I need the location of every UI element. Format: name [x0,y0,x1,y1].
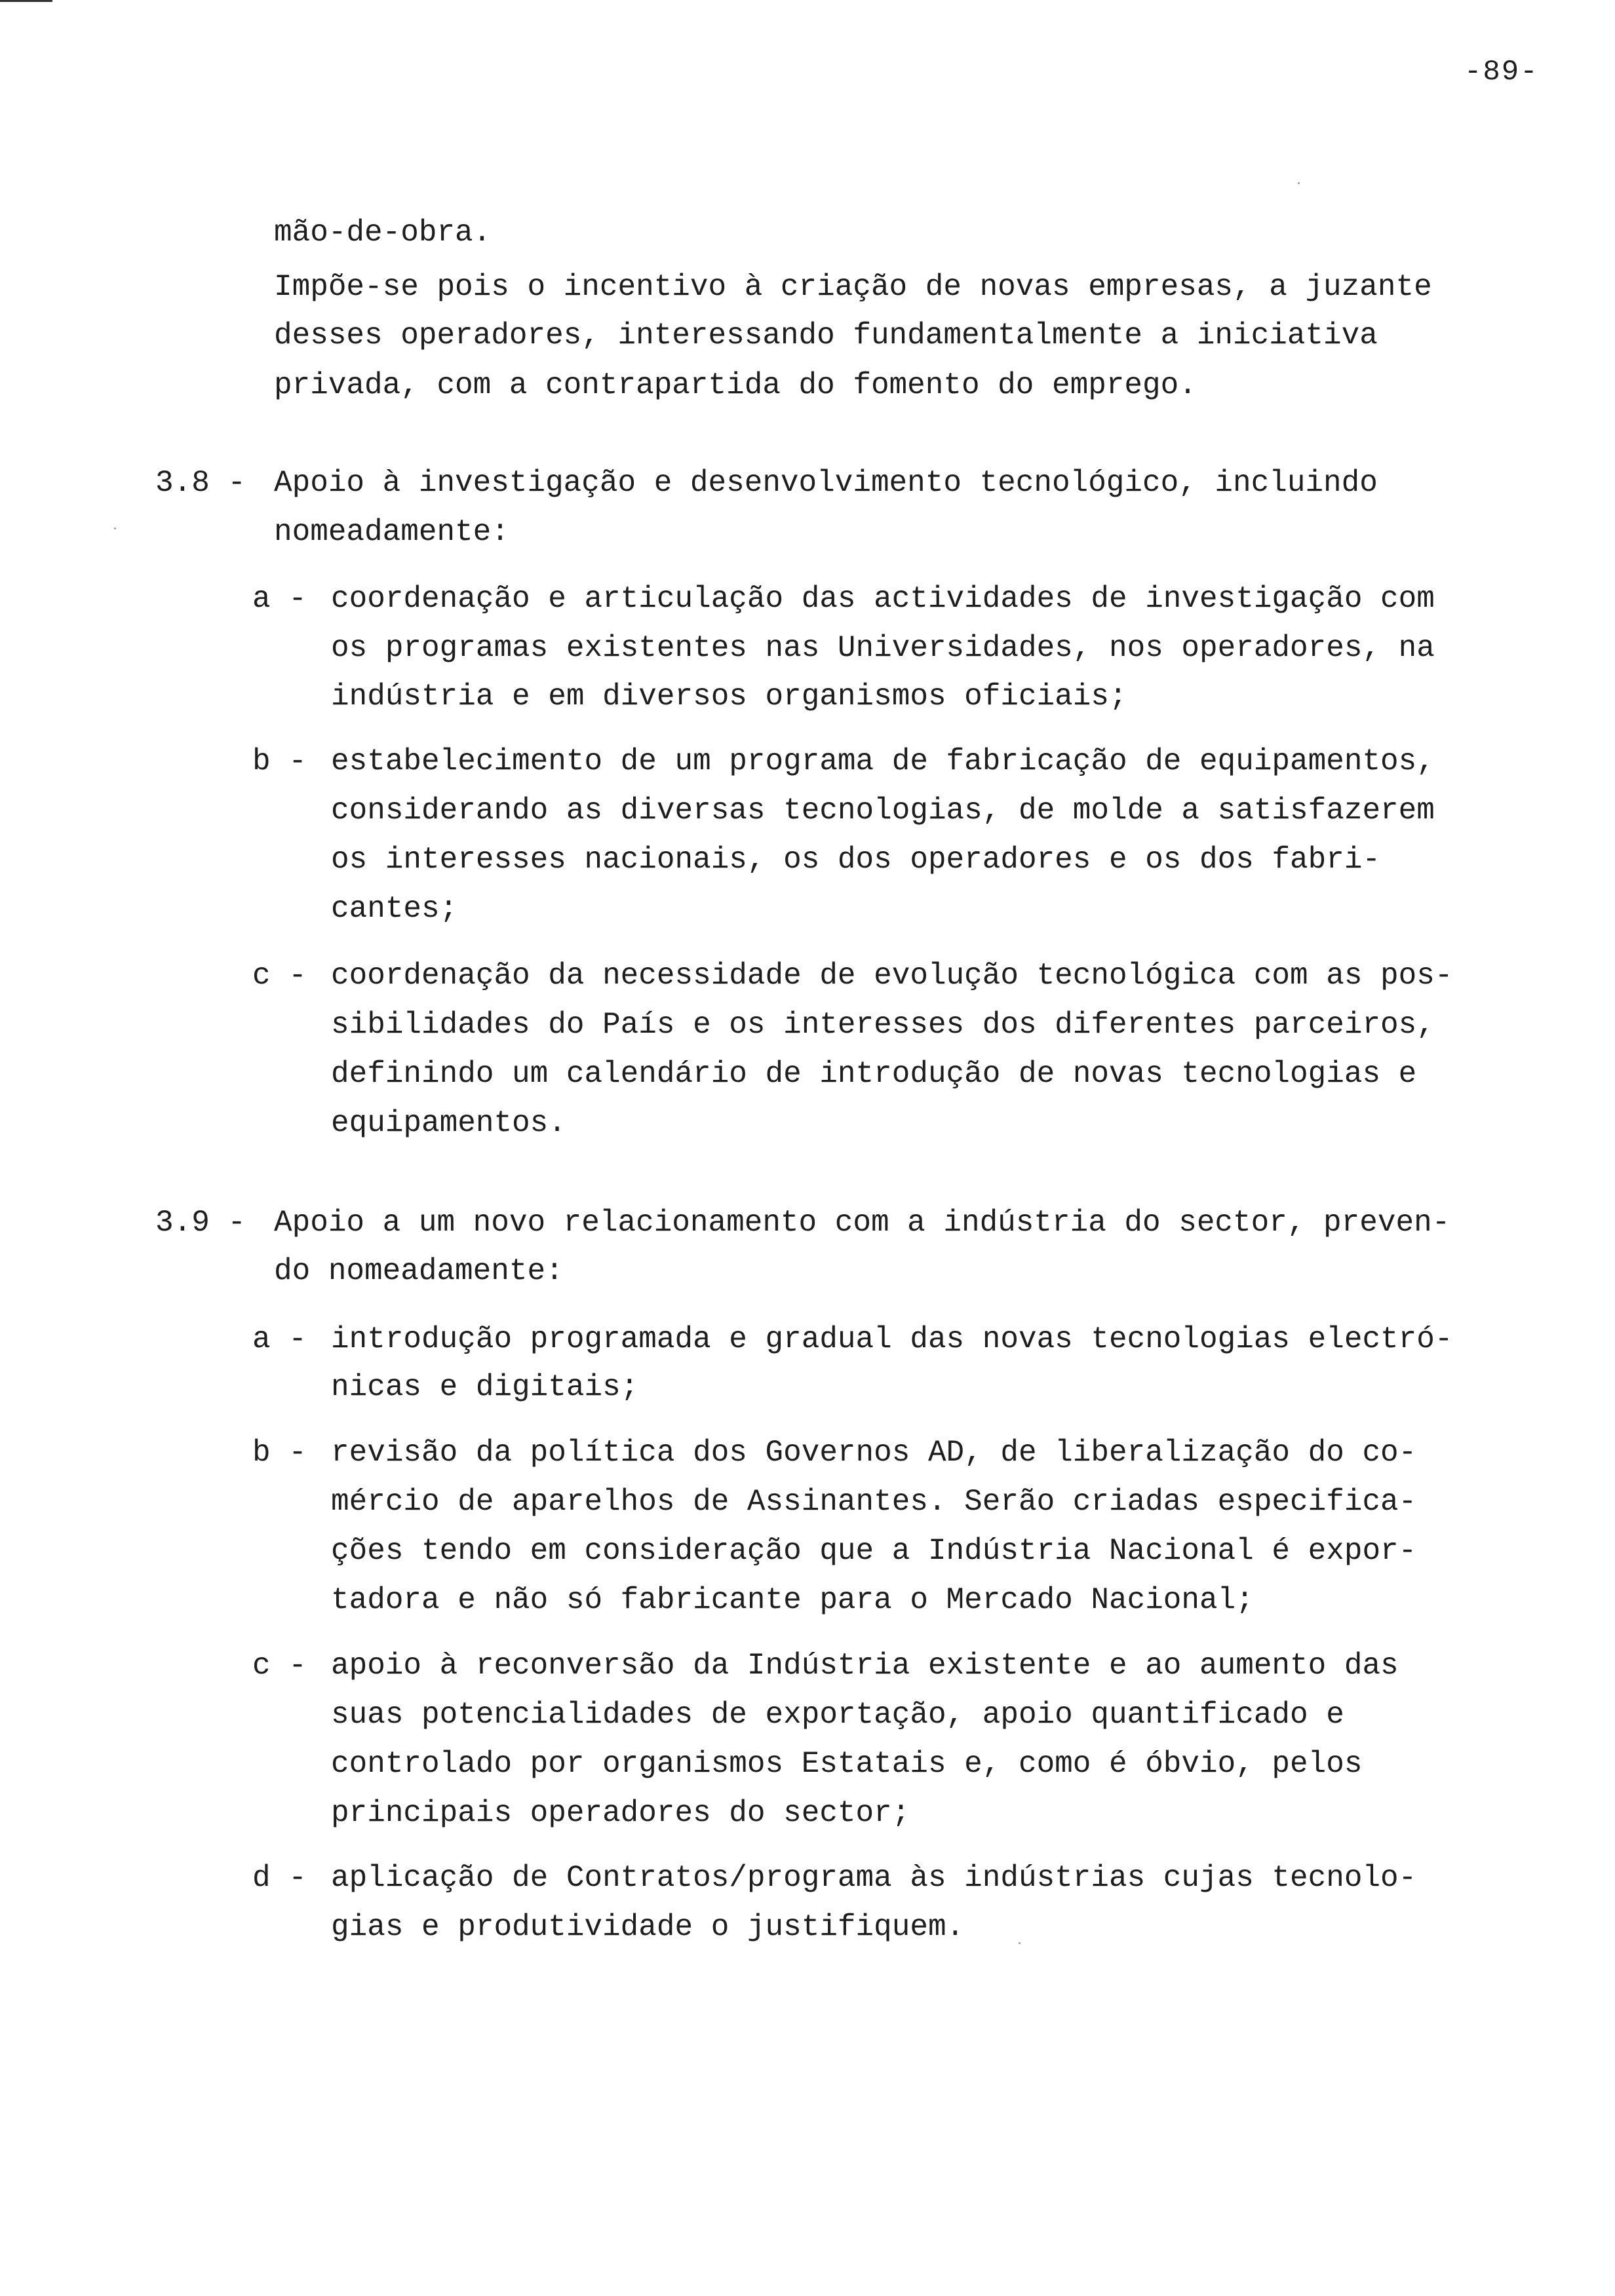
item-line: cantes; [331,892,458,926]
item-line: equipamentos. [331,1106,566,1140]
item-line: estabelecimento de um programa de fabricação de equipamentos, [331,744,1435,778]
section-number: 3.8 - [155,466,246,500]
intro-line: mão-de-obra. [274,216,492,250]
item-line: mércio de aparelhos de Assinantes. Serão criadas especifica- [331,1485,1417,1519]
item-marker: c - [252,1649,307,1683]
item-marker: b - [252,1436,307,1470]
item-marker: c - [252,959,307,993]
item-line: tadora e não só fabricante para o Mercado Nacional; [331,1583,1254,1617]
item-line: indústria e em diversos organismos oficiais; [331,679,1127,714]
item-line: os programas existentes nas Universidades, nos operadores, na [331,631,1435,665]
item-line: definindo um calendário de introdução de novas tecnologias e [331,1057,1417,1091]
scan-speck [114,527,116,529]
scan-speck [1298,182,1300,184]
item-line: os interesses nacionais, os dos operadores e os dos fabri- [331,843,1381,877]
item-line: controlado por organismos Estatais e, como é óbvio, pelos [331,1747,1363,1781]
intro-line: Impõe-se pois o incentivo à criação de novas empresas, a juzante [274,270,1432,304]
item-marker: b - [252,744,307,778]
item-marker: d - [252,1861,307,1895]
top-rule [0,0,52,2]
item-marker: a - [252,582,307,616]
item-line: apoio à reconversão da Indústria existente e ao aumento das [331,1649,1399,1683]
item-line: nicas e digitais; [331,1370,639,1404]
section-heading: Apoio a um novo relacionamento com a indústria do sector, preven- [274,1206,1450,1240]
page-number: -89- [1464,56,1539,88]
item-line: revisão da política dos Governos AD, de liberalização do co- [331,1436,1417,1470]
section-heading: do nomeadamente: [274,1254,564,1288]
item-line: gias e produtividade o justifiquem. [331,1910,965,1944]
item-line: coordenação da necessidade de evolução tecnológica com as pos- [331,959,1453,993]
item-marker: a - [252,1322,307,1356]
item-line: principais operadores do sector; [331,1796,910,1830]
item-line: aplicação de Contratos/programa às indústrias cujas tecnolo- [331,1861,1417,1895]
section-heading: nomeadamente: [274,515,509,549]
section-heading: Apoio à investigação e desenvolvimento tecnológico, incluindo [274,466,1378,500]
intro-line: desses operadores, interessando fundamentalmente a iniciativa [274,318,1378,353]
item-line: sibilidades do País e os interesses dos diferentes parceiros, [331,1008,1435,1042]
item-line: suas potencialidades de exportação, apoio quantificado e [331,1698,1344,1732]
scan-speck [1019,1942,1021,1944]
item-line: introdução programada e gradual das novas tecnologias electró- [331,1322,1453,1356]
intro-line: privada, com a contrapartida do fomento do emprego. [274,368,1197,402]
item-line: considerando as diversas tecnologias, de molde a satisfazerem [331,794,1435,828]
item-line: ções tendo em consideração que a Indústria Nacional é expor- [331,1534,1417,1568]
section-number: 3.9 - [155,1206,246,1240]
item-line: coordenação e articulação das actividades de investigação com [331,582,1435,616]
